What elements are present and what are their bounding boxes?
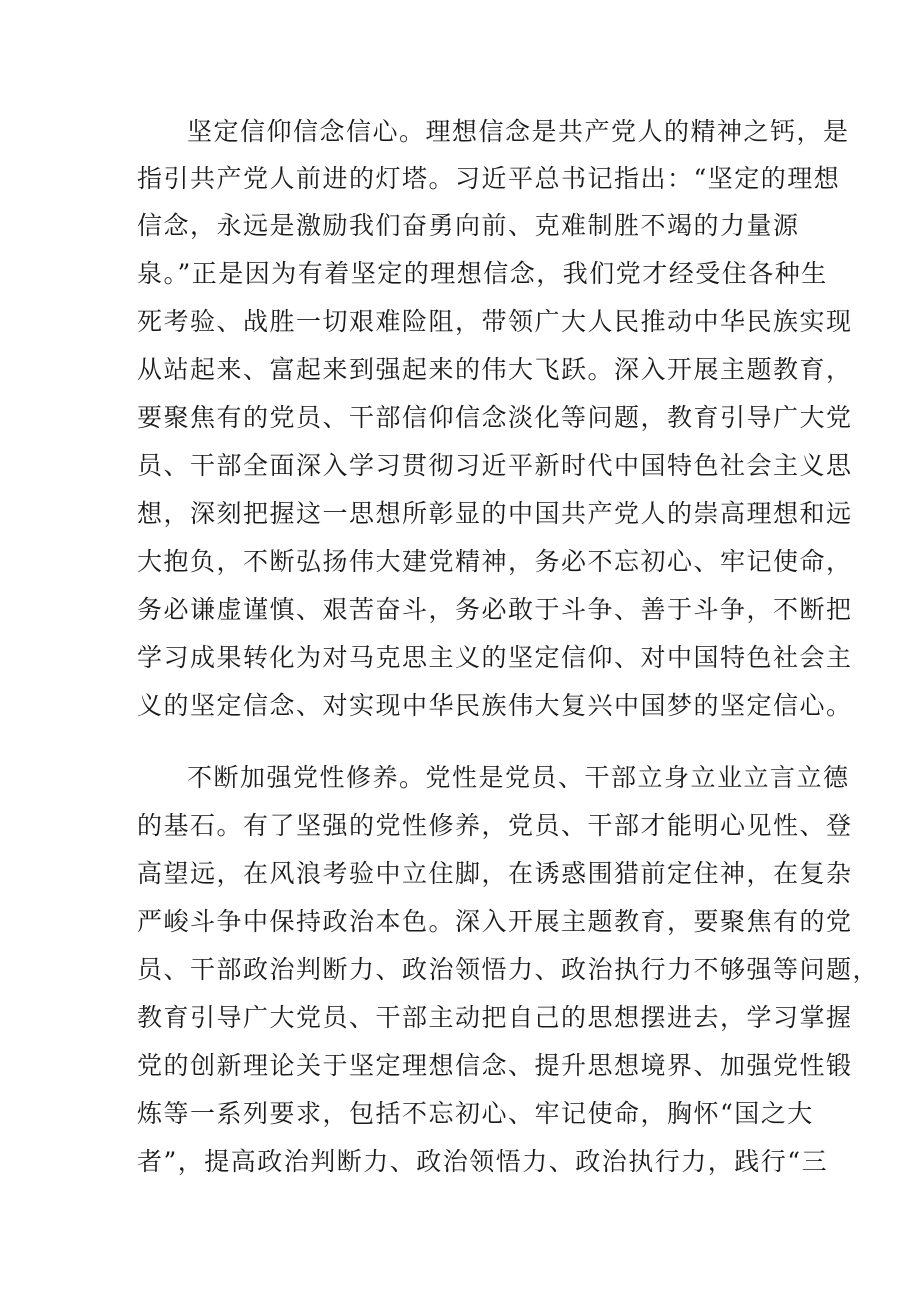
text-line: 大抱负，不断弘扬伟大建党精神，务必不忘初心、牢记使命， bbox=[137, 547, 853, 576]
text-line: 务必谦虚谨慎、艰苦奋斗，务必敢于斗争、善于斗争，不断把 bbox=[137, 595, 853, 624]
text-line: 员、干部政治判断力、政治领悟力、政治执行力不够强等问题， bbox=[137, 955, 880, 984]
text-line: 者”，提高政治判断力、政治领悟力、政治执行力，践行“三 bbox=[137, 1147, 829, 1176]
text-line: 的基石。有了坚强的党性修养，党员、干部才能明心见性、登 bbox=[137, 811, 853, 840]
text-line: 高望远，在风浪考验中立住脚，在诱惑围猎前定住神，在复杂 bbox=[137, 859, 853, 888]
text-line: 泉。”正是因为有着坚定的理想信念，我们党才经受住各种生 bbox=[137, 259, 828, 288]
text-line: 想，深刻把握这一思想所彰显的中国共产党人的崇高理想和远 bbox=[137, 499, 853, 528]
text-line: 学习成果转化为对马克思主义的坚定信仰、对中国特色社会主 bbox=[137, 643, 853, 672]
text-line: 不断加强党性修养。党性是党员、干部立身立业立言立德 bbox=[187, 763, 850, 792]
text-line: 从站起来、富起来到强起来的伟大飞跃。深入开展主题教育， bbox=[137, 355, 853, 384]
text-line: 义的坚定信念、对实现中华民族伟大复兴中国梦的坚定信心。 bbox=[137, 691, 853, 720]
text-line: 员、干部全面深入学习贯彻习近平新时代中国特色社会主义思 bbox=[137, 451, 853, 480]
text-line: 党的创新理论关于坚定理想信念、提升思想境界、加强党性锻 bbox=[137, 1051, 853, 1080]
text-line: 指引共产党人前进的灯塔。习近平总书记指出：“坚定的理想 bbox=[137, 164, 841, 193]
text-line: 死考验、战胜一切艰难险阻，带领广大人民推动中华民族实现 bbox=[137, 307, 853, 336]
text-line: 教育引导广大党员、干部主动把自己的思想摆进去，学习掌握 bbox=[137, 1003, 853, 1032]
text-line: 坚定信仰信念信心。理想信念是共产党人的精神之钙，是 bbox=[187, 117, 850, 146]
text-line: 炼等一系列要求，包括不忘初心、牢记使命，胸怀“国之大 bbox=[137, 1099, 814, 1128]
text-line: 要聚焦有的党员、干部信仰信念淡化等问题，教育引导广大党 bbox=[137, 403, 853, 432]
text-line: 信念，永远是激励我们奋勇向前、克难制胜不竭的力量源 bbox=[137, 211, 800, 240]
text-line: 严峻斗争中保持政治本色。深入开展主题教育，要聚焦有的党 bbox=[137, 907, 853, 936]
